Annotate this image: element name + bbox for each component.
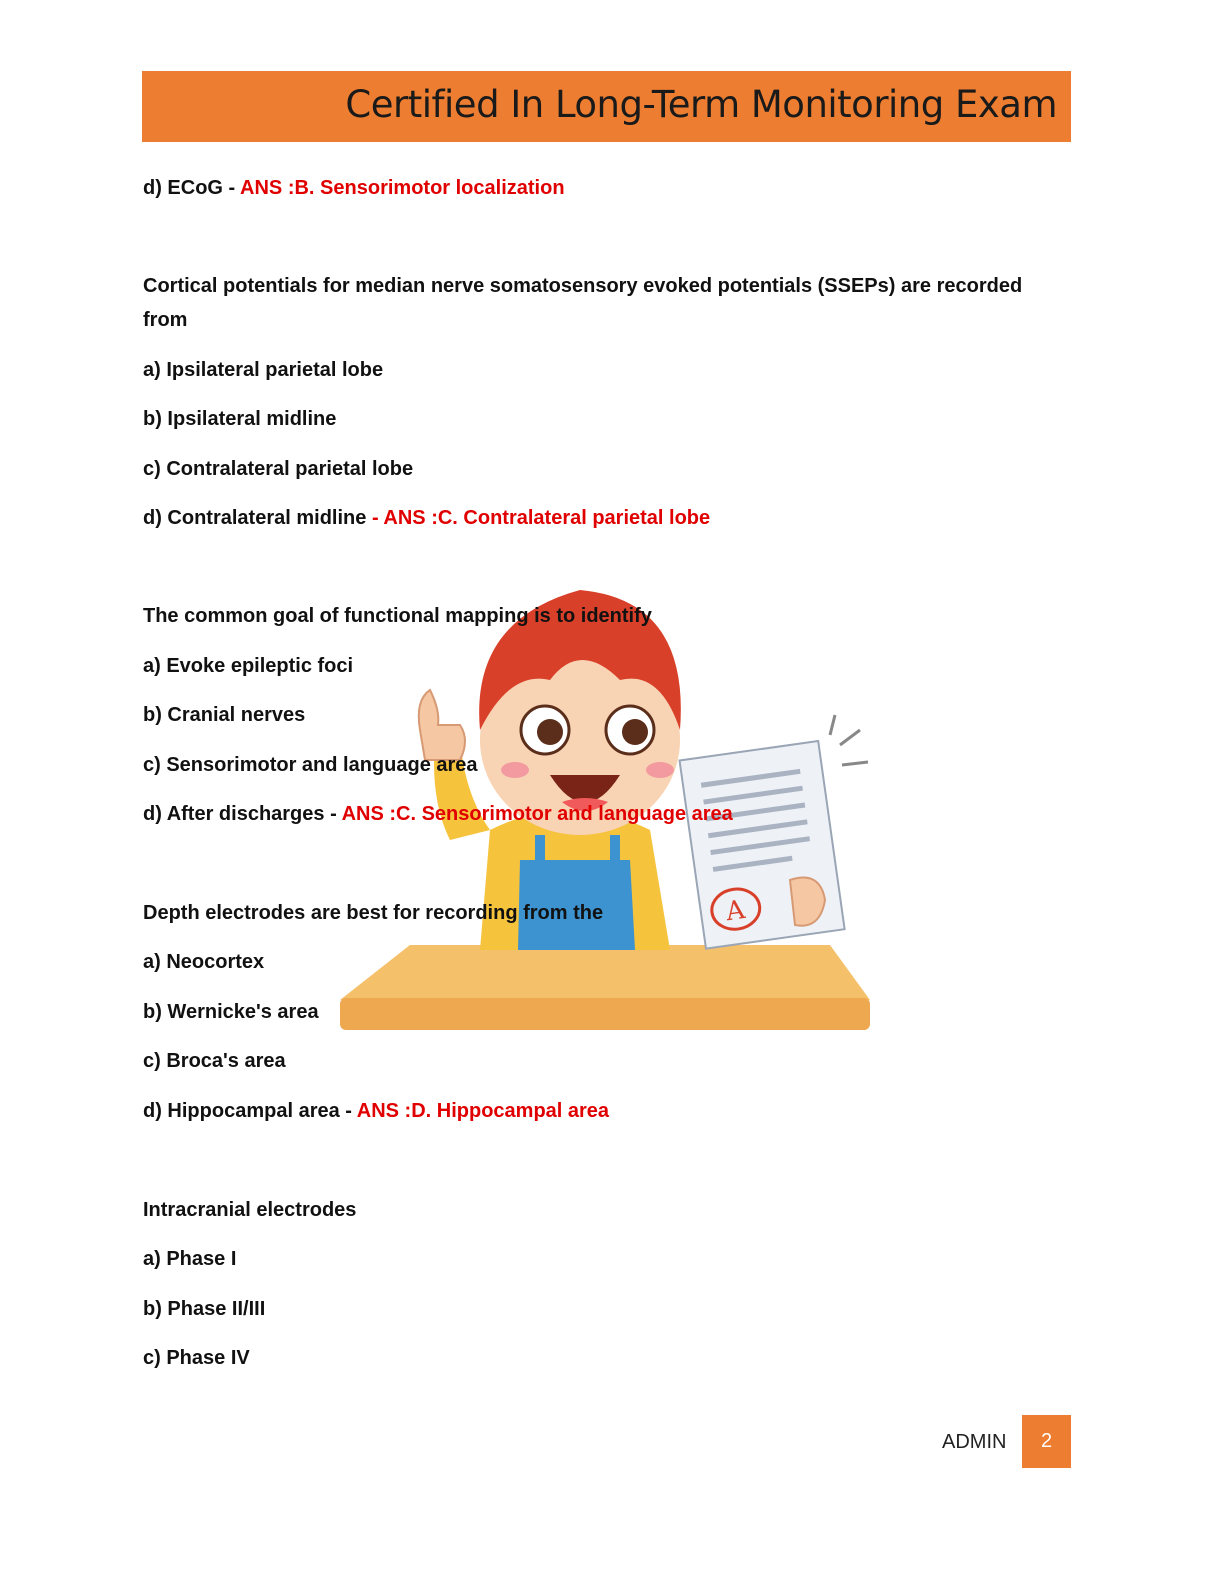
q1-option-c: c) Contralateral parietal lobe xyxy=(143,458,414,480)
q1-option-b: b) Ipsilateral midline xyxy=(143,408,337,430)
q4-option-b: b) Phase II/III xyxy=(143,1298,266,1320)
q3-question: Depth electrodes are best for recording from the xyxy=(143,902,604,924)
q3-option-d xyxy=(143,1098,609,1124)
q3-option-b: b) Wernicke's area xyxy=(143,1001,319,1023)
option-text: d) Hippocampal area - xyxy=(143,1100,352,1122)
q2-question: The common goal of functional mapping is to identify xyxy=(143,605,652,627)
q0-option-d xyxy=(143,175,565,201)
q1-option-a: a) Ipsilateral parietal lobe xyxy=(143,359,384,381)
q3-option-a: a) Neocortex xyxy=(143,951,265,973)
option-text: d) ECoG - xyxy=(143,177,236,199)
option-text: d) After discharges - xyxy=(143,803,337,825)
q2-option-a: a) Evoke epileptic foci xyxy=(143,655,354,677)
q4-question: Intracranial electrodes xyxy=(143,1199,357,1221)
answer-text: ANS :B. Sensorimotor localization xyxy=(240,177,565,199)
header-bar xyxy=(142,71,1071,142)
q2-option-d xyxy=(143,801,733,827)
q1-question: Cortical potentials for median nerve somatosensory evoked potentials (SSEPs) are recorded from xyxy=(143,275,1023,331)
answer-text: ANS :C. Sensorimotor and language area xyxy=(341,803,733,825)
footer-author: ADMIN xyxy=(942,1431,1007,1453)
q2-option-b: b) Cranial nerves xyxy=(143,704,306,726)
document-title: Certified In Long-Term Monitoring Exam xyxy=(345,83,1057,126)
grade-mark: A xyxy=(724,895,747,928)
answer-text: - ANS :C. Contralateral parietal lobe xyxy=(371,507,711,529)
q3-option-c: c) Broca's area xyxy=(143,1050,286,1072)
page-number: 2 xyxy=(1022,1415,1071,1468)
answer-text: ANS :D. Hippocampal area xyxy=(356,1100,610,1122)
q2-option-c: c) Sensorimotor and language area xyxy=(143,754,478,776)
q1-option-d xyxy=(143,505,710,531)
q4-option-a: a) Phase I xyxy=(143,1248,237,1270)
q4-option-c: c) Phase IV xyxy=(143,1347,250,1369)
option-text: d) Contralateral midline xyxy=(143,507,367,529)
